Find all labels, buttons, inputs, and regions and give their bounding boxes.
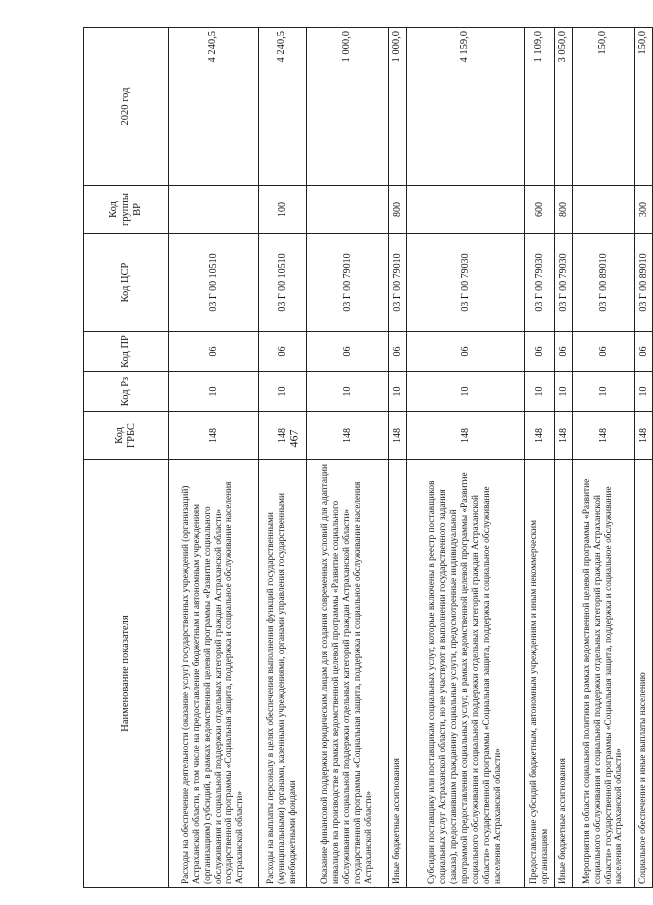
rotated-page-content bbox=[83, 28, 653, 888]
row-grbs: 148 bbox=[573, 412, 635, 460]
page-number: 467 bbox=[286, 429, 301, 448]
row-amount: 4 240,5 bbox=[259, 28, 307, 186]
row-pr: 06 bbox=[573, 332, 635, 372]
row-vr: 300 bbox=[635, 186, 653, 234]
header-pr: Код ПР bbox=[84, 332, 169, 372]
row-vr bbox=[307, 186, 389, 234]
row-name: Иные бюджетные ассигнования bbox=[555, 460, 573, 888]
row-name: Социальное обеспечение и иные выплаты населению bbox=[635, 460, 653, 888]
row-pr: 06 bbox=[259, 332, 307, 372]
row-pr: 06 bbox=[555, 332, 573, 372]
table-row bbox=[307, 28, 389, 888]
row-amount: 150,0 bbox=[635, 28, 653, 186]
row-vr bbox=[407, 186, 525, 234]
row-grbs: 148 bbox=[307, 412, 389, 460]
row-rz: 10 bbox=[635, 372, 653, 412]
row-grbs: 148 bbox=[259, 412, 307, 460]
budget-table bbox=[83, 27, 653, 888]
header-csr: Код ЦСР bbox=[84, 234, 169, 332]
row-rz: 10 bbox=[307, 372, 389, 412]
row-name: Предоставление субсидий бюджетным, автономным учреждениям и иным некоммерческим организациям bbox=[525, 460, 555, 888]
row-pr: 06 bbox=[525, 332, 555, 372]
table-row bbox=[525, 28, 555, 888]
row-rz: 10 bbox=[389, 372, 407, 412]
table-row bbox=[573, 28, 635, 888]
row-name: Оказание финансовой поддержки юридическим лицам для создания современных условий для адаптации инвалидов на производстве в рамках ведомственной целевой программы «Развитие социального обслуживания и социальной поддержки отдельных категорий граждан Астраханской области» государственной программы «Социальная защита, поддержка и социальное обслуживание населения Астраханской области» bbox=[307, 460, 389, 888]
row-rz: 10 bbox=[407, 372, 525, 412]
row-pr: 06 bbox=[389, 332, 407, 372]
row-grbs: 148 bbox=[389, 412, 407, 460]
row-csr: 03 Г 00 79030 bbox=[555, 234, 573, 332]
row-vr: 600 bbox=[525, 186, 555, 234]
row-grbs: 148 bbox=[635, 412, 653, 460]
row-csr: 03 Г 00 79010 bbox=[307, 234, 389, 332]
row-name: Мероприятия в области социальной политики в рамках ведомственной целевой программы «Развитие социального обслуживания и социальной поддержки отдельных категорий граждан Астраханской области» государственной программы «Социальная защита, поддержка и социальное обслуживание населения Астраханской области» bbox=[573, 460, 635, 888]
row-amount: 4 240,5 bbox=[169, 28, 259, 186]
row-amount: 1 109,0 bbox=[525, 28, 555, 186]
row-grbs: 148 bbox=[555, 412, 573, 460]
row-amount: 1 000,0 bbox=[307, 28, 389, 186]
table-row bbox=[389, 28, 407, 888]
row-pr: 06 bbox=[407, 332, 525, 372]
table-row bbox=[169, 28, 259, 888]
table-header-row bbox=[84, 28, 169, 888]
row-csr: 03 Г 00 10510 bbox=[169, 234, 259, 332]
header-vr: Код группы ВР bbox=[84, 186, 169, 234]
header-rz: Код Рз bbox=[84, 372, 169, 412]
row-rz: 10 bbox=[573, 372, 635, 412]
header-name: Наименование показателя bbox=[84, 460, 169, 888]
row-csr: 03 Г 00 10510 bbox=[259, 234, 307, 332]
row-pr: 06 bbox=[635, 332, 653, 372]
row-amount: 3 050,0 bbox=[555, 28, 573, 186]
row-vr: 100 bbox=[259, 186, 307, 234]
row-amount: 4 159,0 bbox=[407, 28, 525, 186]
header-year: 2020 год bbox=[84, 28, 169, 186]
row-grbs: 148 bbox=[169, 412, 259, 460]
row-pr: 06 bbox=[307, 332, 389, 372]
row-rz: 10 bbox=[555, 372, 573, 412]
row-name: Расходы на обеспечение деятельности (оказание услуг) государственных учреждений (организаций) Астраханской области, в том числе на предоставление бюджетным и автономным учреждениям (организациям) субсидий, в рамках ведомственной целевой программы «Развитие социального обслуживания и социальной поддержки отдельных категорий граждан Астраханской области» государственной программы «Социальная защита, поддержка и социальное обслуживание населения Астраханской области» bbox=[169, 460, 259, 888]
row-csr: 03 Г 00 79010 bbox=[389, 234, 407, 332]
row-amount: 1 000,0 bbox=[389, 28, 407, 186]
table-row bbox=[407, 28, 525, 888]
row-rz: 10 bbox=[525, 372, 555, 412]
row-pr: 06 bbox=[169, 332, 259, 372]
row-grbs: 148 bbox=[525, 412, 555, 460]
row-name: Субсидии поставщику или поставщикам социальных услуг, которые включены в реестр поставщиков социальных услуг Астраханской области, но не участвуют в выполнении государственного задания (заказа), предоставившим гражданину социальные услуги, предусмотренные индивидуальной программой предоставления социальных услуг, в рамках ведомственной целевой программы «Развитие социального обслуживания и социальной поддержки отдельных категорий граждан Астраханской области» государственной программы «Социальная защита, поддержка и социальное обслуживание населения Астраханской области» bbox=[407, 460, 525, 888]
row-rz: 10 bbox=[259, 372, 307, 412]
row-vr: 800 bbox=[389, 186, 407, 234]
row-grbs: 148 bbox=[407, 412, 525, 460]
row-vr bbox=[169, 186, 259, 234]
table-row bbox=[259, 28, 307, 888]
row-vr: 800 bbox=[555, 186, 573, 234]
row-csr: 03 Г 00 89010 bbox=[573, 234, 635, 332]
row-csr: 03 Г 00 79030 bbox=[525, 234, 555, 332]
table-row bbox=[635, 28, 653, 888]
row-rz: 10 bbox=[169, 372, 259, 412]
row-name: Иные бюджетные ассигнования bbox=[389, 460, 407, 888]
header-grbs: Код ГРБС bbox=[84, 412, 169, 460]
row-amount: 150,0 bbox=[573, 28, 635, 186]
table-row bbox=[555, 28, 573, 888]
row-name: Расходы на выплаты персоналу в целях обеспечения выполнения функций государственными (муниципальными) органами, казенными учреждениями, органами управления государственными внебюджетными фондами bbox=[259, 460, 307, 888]
row-csr: 03 Г 00 89010 bbox=[635, 234, 653, 332]
row-csr: 03 Г 00 79030 bbox=[407, 234, 525, 332]
row-vr bbox=[573, 186, 635, 234]
